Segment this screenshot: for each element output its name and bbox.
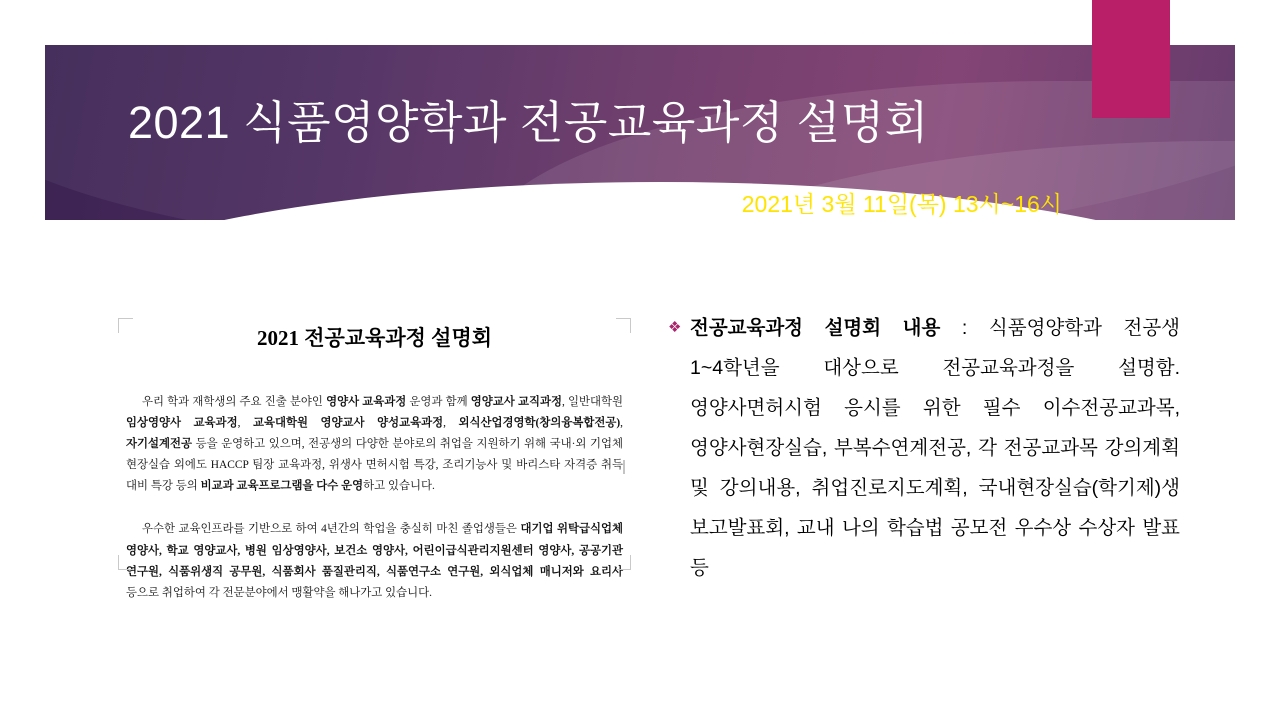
document-paragraph-1: 우리 학과 재학생의 주요 진출 분야인 영양사 교육과정 운영과 함께 영양교사 교직과정, 일반대학원 임상영양사 교육과정, 교육대학원 영양교사 양성교육과정, 외식산업경영학(창의융복합전공), 자기설계전공 등을 운영하고 있으며, 전공생의 다양한 분야로의 취업을 지원하기 위해 국내·외 기업체 현장실습 외에도 HACCP 팀장 교육과정, 위생사 면허시험 특강, 조리기능사 및 바리스타 자격증 취득 대비 특강 등의 비교과 교육프로그램을 다수 운영하고 있습니다.	[126, 396, 624, 493]
doc-corner-top-right	[616, 318, 631, 333]
list-item	[668, 308, 1180, 588]
diamond-bullet-icon: ❖	[668, 319, 682, 336]
bullet-body: : 식품영양학과 전공생 1~4학년을 대상으로 전공교육과정을 설명함. 영양사면허시험 응시를 위한 필수 이수전공교과목, 영양사현장실습, 부복수연계전공, 각 전공교과목 강의계획 및 강의내용, 취업진로지도계획, 국내현장실습(학기제)생 보고발표회, 교내 나의 학습법 공모전 우수상 수상자 발표 등	[690, 317, 1180, 579]
bullet-lead: 전공교육과정 설명회 내용	[690, 317, 941, 339]
document-paragraph-2: 우수한 교육인프라를 기반으로 하여 4년간의 학업을 충실히 마친 졸업생들은 대기업 위탁급식업체 영양사, 학교 영양교사, 병원 임상영양사, 보건소 영양사, 어린이급식관리지원센터 영양사, 공공기관 연구원, 식품위생직 공무원, 식품회사 품질관리직, 식품연구소 연구원, 외식업체 매니저와 요리사 등으로 취업하여 각 전문분야에서 맹활약을 해나가고 있습니다.	[126, 523, 623, 599]
event-datetime: 2021년 3월 11일(목) 13시~16시	[741, 191, 1062, 217]
ink-mark	[623, 460, 625, 474]
accent-rectangle	[1092, 0, 1170, 118]
page-title: 2021 식품영양학과 전공교육과정 설명회	[128, 97, 929, 148]
bullet-list	[668, 308, 1180, 588]
bullet-text	[690, 308, 1180, 588]
document-title: 2021 전공교육과정 설명회	[256, 326, 493, 350]
doc-corner-bottom-right	[616, 555, 631, 570]
doc-corner-bottom-left	[118, 555, 133, 570]
doc-corner-top-left	[118, 318, 133, 333]
document-excerpt	[118, 300, 631, 610]
